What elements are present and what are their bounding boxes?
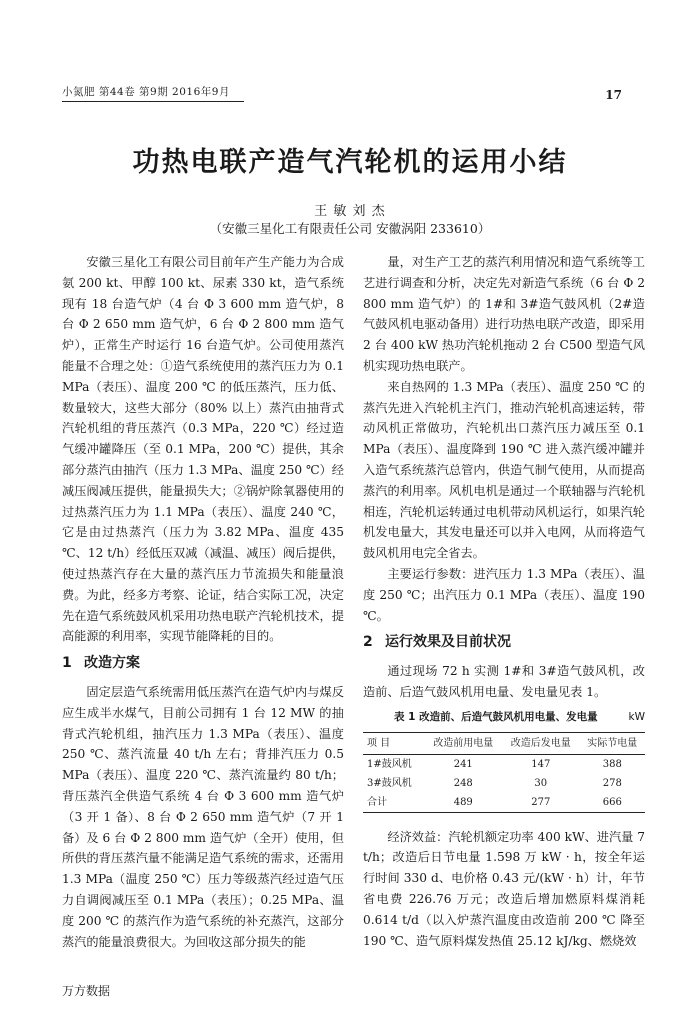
table-header-row [363, 732, 645, 754]
affiliation: （安徽三星化工有限责任公司 安徽涡阳 233610） [209, 221, 491, 236]
running-head: 小氮肥 第44卷 第9期 2016年9月 [62, 84, 244, 102]
body-paragraph: 固定层造气系统需用低压蒸汽在造气炉内与煤反应生成半水煤气，目前公司拥有 1 台 12 MW 的抽背式汽轮机组，抽汽压力 1.3 MPa（表压）、温度 250 ℃、蒸汽流量 40 t/h 左右；背排汽压力 0.5 MPa（表压）、温度 220 ℃、蒸汽流量约 80 t/h；背压蒸汽全供造气系统 4 台 Φ 3 600 mm 造气炉（3 开 1 备）、8 台 Φ 2 650 mm 造气炉（7 开 1 备）及 6 台 Φ 2 800 mm 造气炉（全开）使用，但所供的背压蒸汽量不能满足造气系统的需求，还需用 1.3 MPa（温度 250 ℃）压力等级蒸汽经过造气压力自调阀减压至 0.1 MPa（表压）；0.25 MPa、温度 200 ℃ 的蒸汽作为造气系统的补充蒸汽，这部分蒸汽的能量浪费很大。为回收这部分损失的能 [62, 684, 344, 949]
table-cell: 3#鼓风机 [367, 777, 412, 789]
page-number: 17 [605, 88, 622, 102]
section-number: 2 [363, 634, 373, 651]
body-paragraph: 来自热网的 1.3 MPa（表压）、温度 250 ℃ 的蒸汽先进入汽轮机主汽门，推动汽轮机高速运转，带动风机正常做功，汽轮机出口蒸汽压力减压至 0.1 MPa（表压）、温度降到 190 ℃ 进入蒸汽缓冲罐并入造气系统蒸汽总管内，供造气制气使用，从而提高蒸汽的利用率。风机电机是通过一个联轴器与汽轮机相连，汽轮机运转通过电机带动风机运行，如果汽轮机发电量大，其发电量还可以并入电网，从而将造气鼓风机用电完全省去。 [363, 379, 645, 561]
section-title: 运行效果及目前状况 [385, 634, 511, 651]
left-column [62, 252, 344, 952]
table-row [363, 793, 645, 813]
data-table [363, 732, 645, 813]
table-caption [363, 707, 645, 728]
table-cell: 278 [602, 777, 622, 789]
table-cell: 388 [602, 758, 622, 770]
right-column [363, 252, 645, 951]
article-title: 功热电联产造气汽轮机的运用小结 [132, 147, 568, 178]
table-header: 改造后发电量 [502, 732, 580, 754]
body-paragraph: 主要运行参数：进汽压力 1.3 MPa（表压）、温度 250 ℃；出汽压力 0.1 MPa（表压）、温度 190 ℃。 [363, 566, 645, 623]
table-cell: 489 [424, 793, 502, 813]
table-cell: 合计 [363, 793, 424, 813]
table-cell: 277 [502, 793, 580, 813]
table-header: 改造前用电量 [424, 732, 502, 754]
table-unit: kW [628, 710, 645, 723]
table-cell: 147 [531, 758, 551, 770]
body-paragraph: 量，对生产工艺的蒸汽利用情况和造气系统等工艺进行调查和分析，决定先对新造气系统（6 台 Φ 2 800 mm 造气炉）的 1#和 3#造气鼓风机（2#造气鼓风机电驱动备用）进行功热电联产改造，即采用 2 台 400 kW 热功汽轮机拖动 2 台 C500 型造气风机实现功热电联产。 [363, 255, 645, 373]
body-paragraph: 经济效益：汽轮机额定功率 400 kW、进汽量 7 t/h；改造后日节电量 1.598 万 kW · h，按全年运行时间 330 d、电价格 0.43 元/(kW · h）计，年节省电费 226.76 万元；改造后增加燃原料煤消耗 0.614 t/d（以入炉蒸汽温度由改造前 200 ℃ 降至 190 ℃、造气原料煤发热值 25.12 kJ/kg、燃烧效 [363, 829, 645, 948]
table-header: 实际节电量 [580, 732, 645, 754]
table-cell: 241 [453, 758, 473, 770]
section-number: 1 [62, 655, 72, 672]
authors: 王 敏 刘 杰 [314, 204, 386, 219]
intro-paragraph: 安徽三星化工有限公司目前年产生产能力为合成氨 200 kt、甲醇 100 kt、尿素 330 kt，造气系统现有 18 台造气炉（4 台 Φ 3 600 mm 造气炉，8 台 Φ 2 650 mm 造气炉，6 台 Φ 2 800 mm 造气炉），正常生产时运行 16 台造气炉。公司使用蒸汽能量不合理之处：①造气系统使用的蒸汽压力为 0.1 MPa（表压）、温度 200 ℃ 的低压蒸汽，压力低、数量较大，这些大部分（80% 以上）蒸汽由抽背式汽轮机组的背压蒸汽（0.3 MPa，220 ℃）经过造气缓冲罐降压（至 0.1 MPa，200 ℃）提供，其余部分蒸汽由抽汽（压力 1.3 MPa、温度 250 ℃）经减压阀减压提供，能量损失大；②锅炉除氧器使用的过热蒸汽压力为 1.1 MPa（表压）、温度 240 ℃，它是由过热蒸汽（压力为 3.82 MPa、温度 435 ℃、12 t/h）经低压双减（减温、减压）阀后提供，使过热蒸汽存在大量的蒸汽压力节流损失和能量浪费。为此，经多方考察、论证，结合实际工况，决定先在造气系统鼓风机采用功热电联产汽轮机技术，提高能源的利用率，实现节能降耗的目的。 [62, 255, 344, 644]
table-caption-text: 表 1 改造前、后造气鼓风机用电量、发电量 [393, 710, 598, 723]
section-title: 改造方案 [84, 655, 140, 672]
table-cell: 248 [453, 777, 473, 789]
footer-watermark: 万方数据 [62, 984, 111, 998]
section-heading-1 [62, 653, 344, 674]
table-header: 项 目 [363, 732, 424, 754]
table-cell: 666 [580, 793, 645, 813]
table-cell: 1#鼓风机 [367, 758, 412, 770]
table-cell: 30 [534, 777, 548, 789]
table-row [363, 774, 645, 793]
table-row [363, 754, 645, 774]
body-paragraph: 通过现场 72 h 实测 1#和 3#造气鼓风机，改造前、后造气鼓风机用电量、发电量见表 1。 [363, 664, 645, 699]
section-heading-2 [363, 632, 645, 653]
